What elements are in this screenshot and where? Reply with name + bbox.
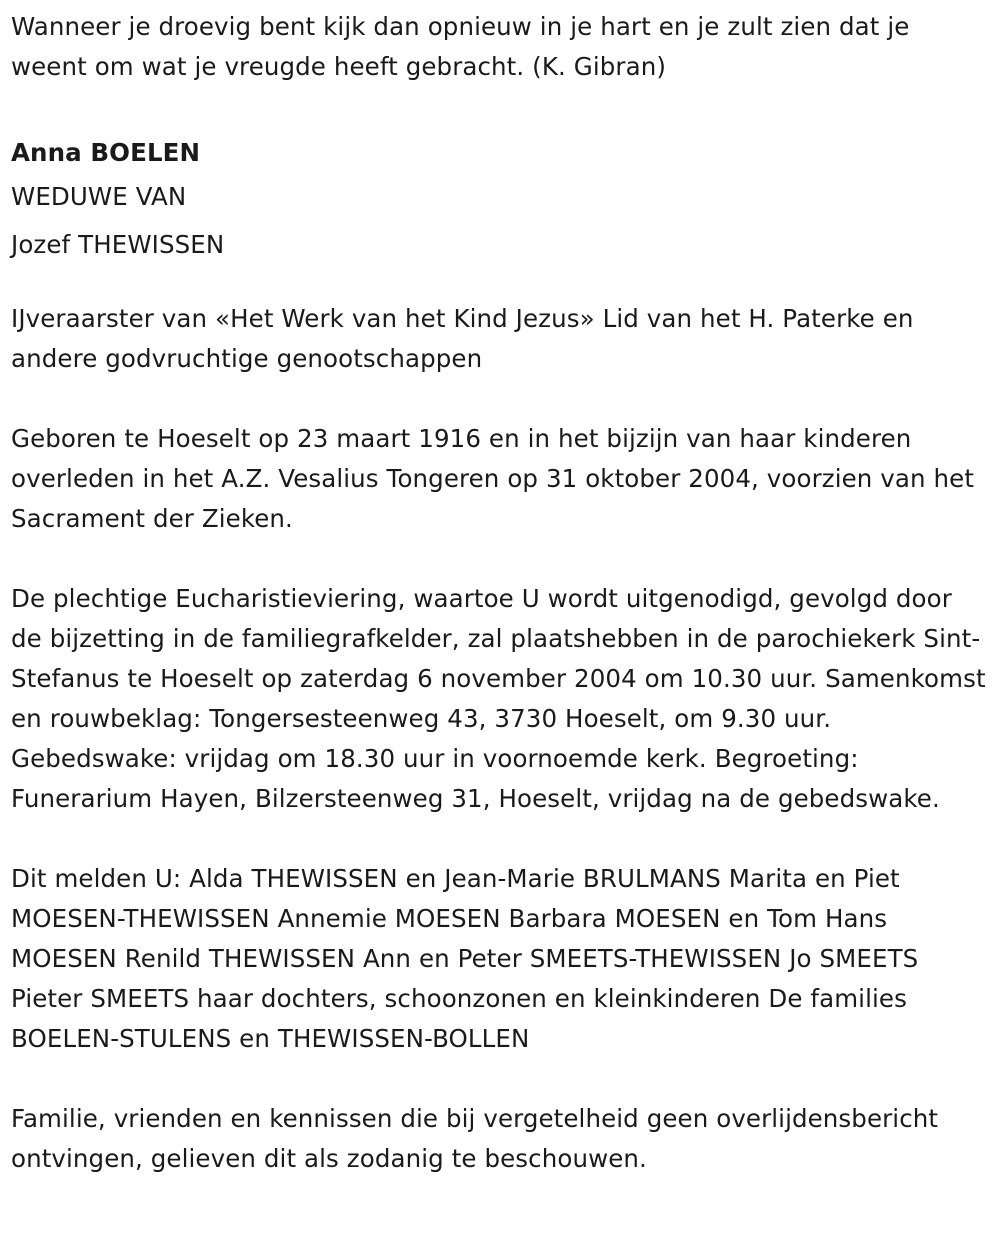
spacer (11, 539, 990, 579)
affiliation-paragraph: IJveraarster van «Het Werk van het Kind Jezus» Lid van het H. Paterke en andere godvruchtige genootschappen (11, 304, 914, 373)
birth-death-paragraph: Geboren te Hoeselt op 23 maart 1916 en in het bijzijn van haar kinderen overleden in het A.Z. Vesalius Tongeren op 31 oktober 2004, voorzien van het Sacrament der Zieken. (11, 424, 975, 533)
spacer (11, 269, 990, 299)
spouse-name: Jozef THEWISSEN (11, 230, 225, 259)
deceased-name: Anna BOELEN (11, 138, 201, 167)
closing-notice: Familie, vrienden en kennissen die bij vergetelheid geen overlijdensbericht ontvingen, gelieven dit als zodanig te beschouwen. (11, 1104, 939, 1173)
announcers-paragraph: Dit melden U: Alda THEWISSEN en Jean-Marie BRULMANS Marita en Piet MOESEN-THEWISSEN Annemie MOESEN Barbara MOESEN en Tom Hans MOESEN Renild THEWISSEN Ann en Peter SMEETS-THEWISSEN Jo SMEETS Pieter SMEETS haar dochters, schoonzonen en kleinkinderen De families BOELEN-STULENS en THEWISSEN-BOLLEN (11, 864, 919, 1053)
spacer (11, 819, 990, 859)
spacer (11, 1059, 990, 1099)
ceremony-paragraph: De plechtige Eucharistieviering, waartoe U wordt uitgenodigd, gevolgd door de bijzetting in de familiegrafkelder, zal plaatshebben in de parochiekerk Sint-Stefanus te Hoeselt op zaterdag 6 november 2004 om 10.30 uur. Samenkomst en rouwbeklag: Tongersesteenweg 43, 3730 Hoeselt, om 9.30 uur. Gebedswake: vrijdag om 18.30 uur in voornoemde kerk. Begroeting: Funerarium Hayen, Bilzersteenweg 31, Hoeselt, vrijdag na de gebedswake. (11, 584, 986, 813)
spacer (11, 379, 990, 419)
opening-quote: Wanneer je droevig bent kijk dan opnieuw in je hart en je zult zien dat je weent om wat je vreugde heeft gebracht. (K. Gibran) (11, 12, 910, 81)
relation-label: WEDUWE VAN (11, 182, 187, 211)
